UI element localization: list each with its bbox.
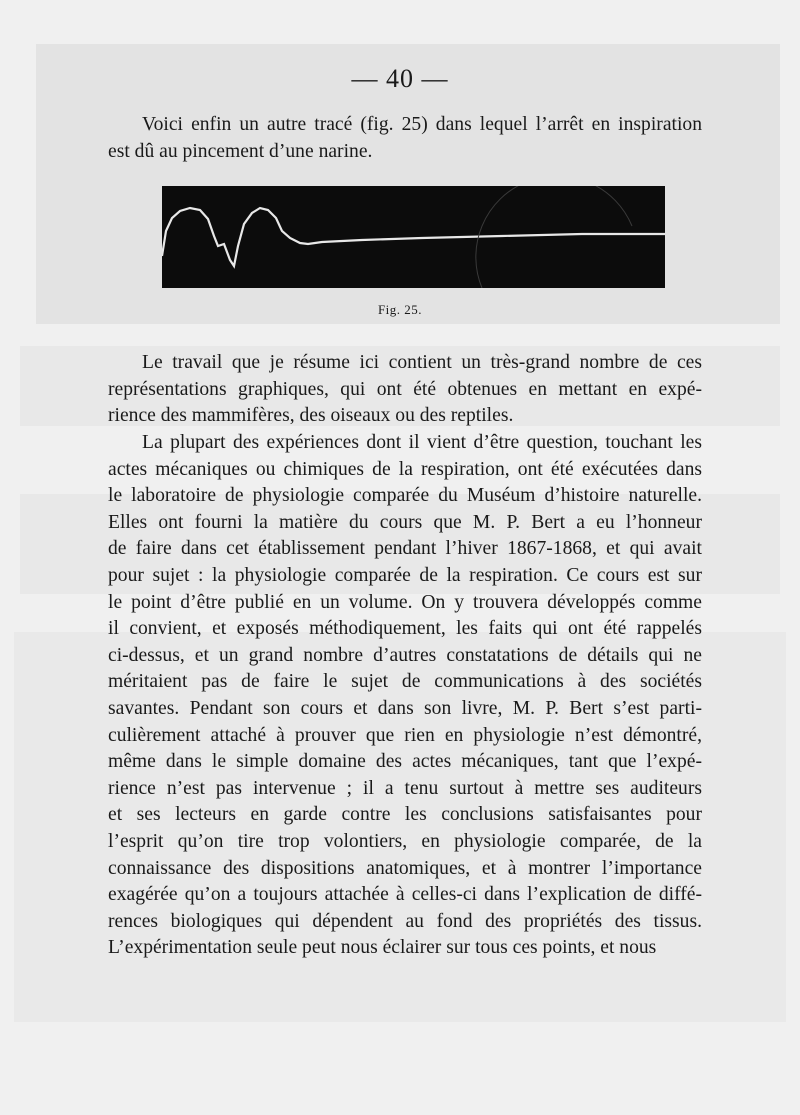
text-line: même dans le simple domaine des actes mécaniques, tant que l’expé- bbox=[108, 751, 702, 773]
page-number: — 40 — bbox=[351, 64, 449, 93]
text-line: rience n’est pas intervenue ; il a tenu surtout à mettre ses auditeurs bbox=[108, 777, 702, 799]
text-line: le point d’être publié en un volume. On y trouvera développés comme bbox=[108, 591, 702, 613]
text-line: rience des mammifères, des oiseaux ou des reptiles. bbox=[108, 405, 514, 427]
text-line: de faire dans cet établissement pendant l’hiver 1867-1868, et qui avait bbox=[108, 538, 702, 560]
text-line: représentations graphiques, qui ont été obtenues en mettant en expé- bbox=[108, 378, 702, 400]
trace-line bbox=[162, 208, 665, 266]
text-line: l’esprit qu’on tire trop volontiers, en physiologie comparée, de la bbox=[108, 830, 702, 852]
text-line: savantes. Pendant son cours et dans son livre, M. P. Bert s’est parti- bbox=[108, 697, 702, 719]
text-line: culièrement attaché à prouver que rien en physiologie n’est démontré, bbox=[108, 724, 702, 746]
text-line: il convient, et exposés méthodiquement, les faits qui ont été rappelés bbox=[108, 618, 702, 640]
intro-paragraph bbox=[108, 112, 702, 165]
figure-caption: Fig. 25. bbox=[377, 302, 423, 317]
text-line: et ses lecteurs en garde contre les conclusions satisfaisantes pour bbox=[108, 804, 702, 826]
text-line: exagérée qu’on a toujours attachée à celles-ci dans l’explication de diffé- bbox=[108, 884, 702, 906]
text-line: actes mécaniques ou chimiques de la respiration, ont été exécutées dans bbox=[108, 458, 702, 480]
text-line: La plupart des expériences dont il vient d’être question, touchant les bbox=[142, 432, 702, 453]
text-line: L’expérimentation seule peut nous éclairer sur tous ces points, et nous bbox=[108, 937, 657, 959]
text-line: rences biologiques qui dépendent au fond des propriétés des tissus. bbox=[108, 910, 702, 932]
text-line: Voici enfin un autre tracé (fig. 25) dans lequel l’arrêt en inspiration bbox=[142, 114, 702, 135]
text-line: méritaient pas de faire le sujet de communications à des sociétés bbox=[108, 671, 702, 693]
text-line: Le travail que je résume ici contient un très-grand nombre de ces bbox=[142, 352, 702, 373]
text-line: Elles ont fourni la matière du cours que M. P. Bert a eu l’honneur bbox=[108, 511, 702, 533]
text-line: le laboratoire de physiologie comparée du Muséum d’histoire naturelle. bbox=[108, 485, 702, 507]
respiration-trace bbox=[162, 186, 665, 288]
text-line: ci-dessus, et un grand nombre d’autres constatations de détails qui ne bbox=[108, 644, 702, 666]
paragraph-2 bbox=[108, 430, 702, 962]
text-line: est dû au pincement d’une narine. bbox=[108, 140, 373, 162]
figure-25-trace bbox=[162, 186, 665, 288]
text-line: connaissance des dispositions anatomiques, et à montrer l’importance bbox=[108, 857, 702, 879]
paragraph-1 bbox=[108, 350, 702, 430]
text-line: pour sujet : la physiologie comparée de la respiration. Ce cours est sur bbox=[108, 564, 702, 586]
